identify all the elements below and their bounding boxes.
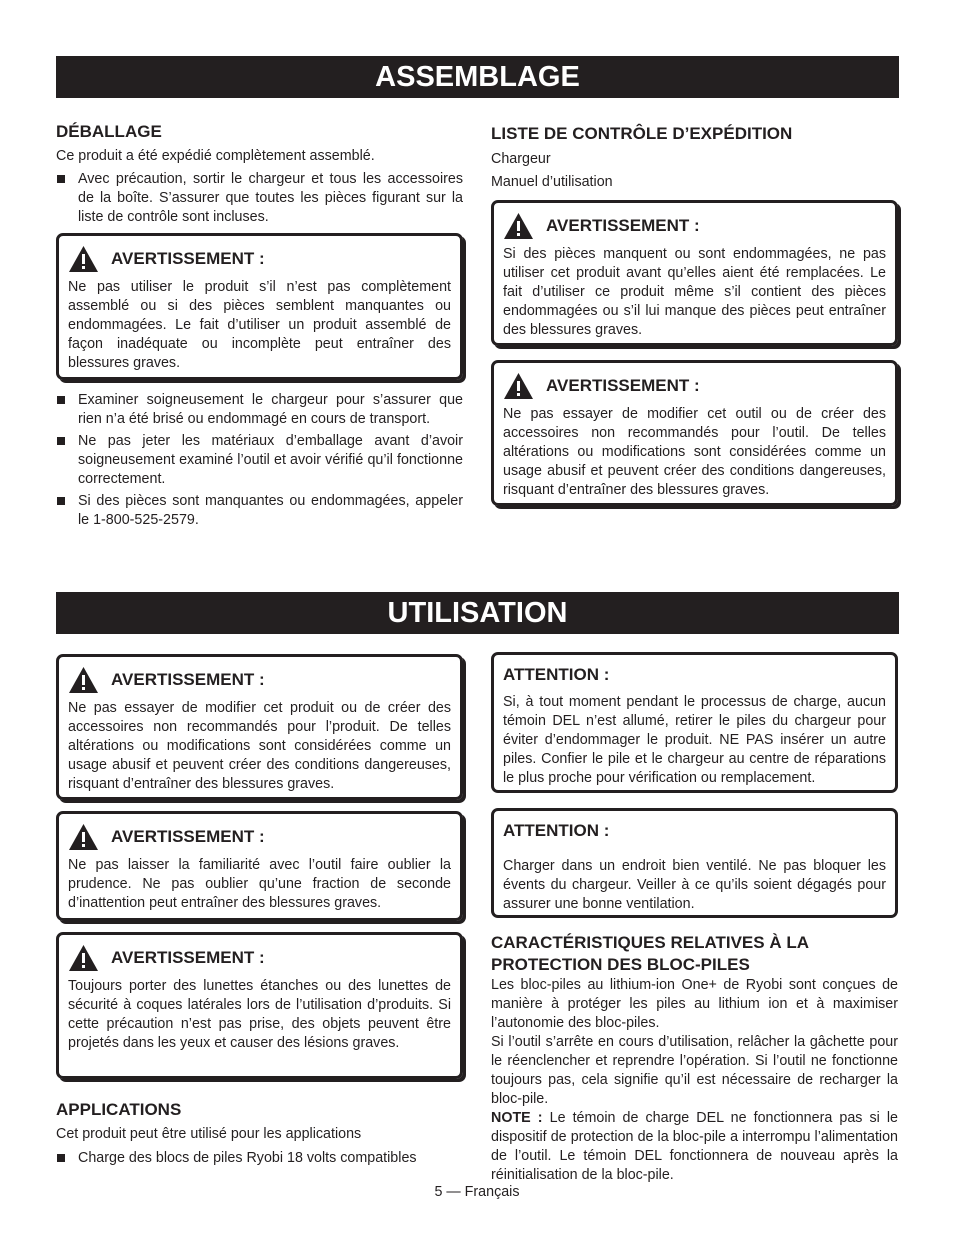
list-item [56, 1149, 463, 1168]
square-bullet-icon [57, 1154, 65, 1162]
list-item-text: Examiner soigneusement le chargeur pour s’assurer que rien n’a été brisé ou endommagé en cours de transport. [78, 392, 463, 427]
warning-box-modify-product [56, 654, 463, 800]
square-bullet-icon [57, 396, 65, 404]
note-text: Le témoin de charge DEL ne fonctionnera pas si le dispositif de protection de la bloc-pile a interrompu l’alimentation de l’outil. Le témoin DEL fonctionnera de nouveau après la réinitialisation de la bloc-pile. [491, 1110, 898, 1183]
list-item [56, 432, 463, 489]
warning-box-familiarity [56, 811, 463, 921]
protection-paragraph-2: Si l’outil s’arrête en cours d’utilisation, relâcher la gâchette pour le réenclencher et reprendre l’opération. Si l’outil ne fonctionne toujours pas, cela signifie qu’il est nécessaire de recharger la bloc-pile. [491, 1034, 898, 1107]
warning-triangle-icon [503, 372, 534, 400]
warning-text: Ne pas essayer de modifier cet produit ou de créer des accessoires non recommandés pour l’produit. De telles altérations ou modifications sont considérées comme un usage abusif et peuvent créer des conditions dangereuses, risquant d’entraîner des blessures graves. [68, 700, 451, 792]
attention-title: ATTENTION : [503, 821, 610, 840]
list-item-text: Charge des blocs de piles Ryobi 18 volts compatibles [78, 1150, 417, 1166]
warning-header [503, 211, 886, 241]
warning-box-eye-protection [56, 932, 463, 1079]
applications-list [56, 1149, 463, 1168]
liste-section [491, 124, 898, 192]
warning-box-unpacking [56, 233, 463, 380]
warning-header [503, 371, 886, 401]
warning-title: AVERTISSEMENT : [111, 249, 265, 268]
warning-header [68, 822, 451, 852]
warning-text: Toujours porter des lunettes étanches ou des lunettes de sécurité à coques latérales lors de l’utilisation d’produits. Si cette précaution n’est pas prise, des objets peuvent être projetés dans les yeux et causer des lésions graves. [68, 978, 451, 1051]
warning-text: Ne pas utiliser le produit s’il n’est pas complètement assemblé ou si des pièces semblent manquantes ou endommagées. Le fait d’utiliser un produit assemblé de façon inadéquate ou incomplète peut entraîner des blessures graves. [68, 279, 451, 371]
warning-title: AVERTISSEMENT : [546, 376, 700, 395]
warning-text: Ne pas laisser la familiarité avec l’outil faire oublier la prudence. Ne pas oublier qu’une fraction de seconde d’inattention peut entraîner des blessures graves. [68, 857, 451, 911]
warning-triangle-icon [68, 245, 99, 273]
liste-heading: LISTE DE CONTRÔLE D’EXPÉDITION [491, 124, 793, 143]
attention-box-ventilation [491, 808, 898, 918]
deballage-section [56, 122, 463, 230]
protection-note [491, 1109, 898, 1185]
list-item-text: Si des pièces sont manquantes ou endommagées, appeler le 1-800-525-2579. [78, 493, 463, 528]
warning-box-missing-parts [491, 200, 898, 346]
attention-box-charging [491, 652, 898, 793]
list-item-text: Avec précaution, sortir le chargeur et tous les accessoires de la boîte. S’assurer que toutes les pièces figurant sur la liste de contrôle sont incluses. [78, 171, 463, 225]
attention-title: ATTENTION : [503, 665, 610, 684]
warning-text: Si des pièces manquent ou sont endommagées, ne pas utiliser cet produit avant qu’elles aient été remplacées. Le fait d’utiliser ce produit même s’il contient des pièces endommagées ou s’il lui manque des pièces peut entraîner des blessures graves. [503, 246, 886, 338]
deballage-bullets-2 [56, 391, 463, 533]
protection-paragraph-1: Les bloc-piles au lithium-ion One+ de Ryobi sont conçues de manière à protéger les piles au lithium ion et à maximiser l’autonomie des bloc-piles. [491, 977, 898, 1031]
warning-triangle-icon [68, 666, 99, 694]
applications-heading: APPLICATIONS [56, 1100, 182, 1119]
warning-text: Ne pas essayer de modifier cet outil ou de créer des accessoires non recommandés pour l’outil. De telles altérations ou modifications sont considérées comme un usage abusif et peuvent créer des conditions dangereuses, risquant d’entraîner des blessures graves. [503, 406, 886, 498]
list-item [56, 170, 463, 227]
list-item [56, 391, 463, 429]
deballage-intro: Ce produit a été expédié complètement assemblé. [56, 148, 375, 164]
warning-title: AVERTISSEMENT : [111, 670, 265, 689]
attention-text: Si, à tout moment pendant le processus de charge, aucun témoin DEL n’est allumé, retirer le piles du chargeur pour éviter d’endommager le produit. NE PAS insérer un autre piles. Confier le pile et le chargeur au centre de réparations le plus proche pour vérification ou remplacement. [503, 694, 886, 786]
square-bullet-icon [57, 497, 65, 505]
deballage-bullet-list-1 [56, 170, 463, 227]
applications-section [56, 1100, 463, 1171]
warning-triangle-icon [68, 944, 99, 972]
warning-triangle-icon [68, 823, 99, 851]
utilisation-banner: UTILISATION [56, 592, 899, 634]
warning-header [68, 244, 451, 274]
deballage-bullet-list-2 [56, 391, 463, 530]
liste-item: Chargeur [491, 151, 551, 167]
warning-box-modify-tool [491, 360, 898, 506]
warning-title: AVERTISSEMENT : [111, 948, 265, 967]
square-bullet-icon [57, 437, 65, 445]
warning-triangle-icon [503, 212, 534, 240]
warning-header [68, 665, 451, 695]
applications-intro: Cet produit peut être utilisé pour les applications [56, 1126, 362, 1142]
protection-section [491, 932, 898, 1185]
deballage-heading: DÉBALLAGE [56, 122, 162, 141]
note-label: NOTE : [491, 1110, 543, 1126]
square-bullet-icon [57, 175, 65, 183]
protection-heading: CARACTÉRISTIQUES RELATIVES À LA PROTECTION DES BLOC-PILES [491, 933, 809, 974]
list-item [56, 492, 463, 530]
assemblage-banner: ASSEMBLAGE [56, 56, 899, 98]
warning-title: AVERTISSEMENT : [111, 827, 265, 846]
warning-title: AVERTISSEMENT : [546, 216, 700, 235]
list-item-text: Ne pas jeter les matériaux d’emballage avant d’avoir soigneusement examiné l’outil et avoir vérifié qu’il fonctionne correctement. [78, 433, 463, 487]
liste-item: Manuel d’utilisation [491, 174, 613, 190]
warning-header [68, 943, 451, 973]
attention-text: Charger dans un endroit bien ventilé. Ne pas bloquer les évents du chargeur. Veiller à ce qu’ils soient dégagés pour assurer une bonne ventilation. [503, 858, 886, 912]
page-footer: 5 — Français [434, 1184, 520, 1200]
